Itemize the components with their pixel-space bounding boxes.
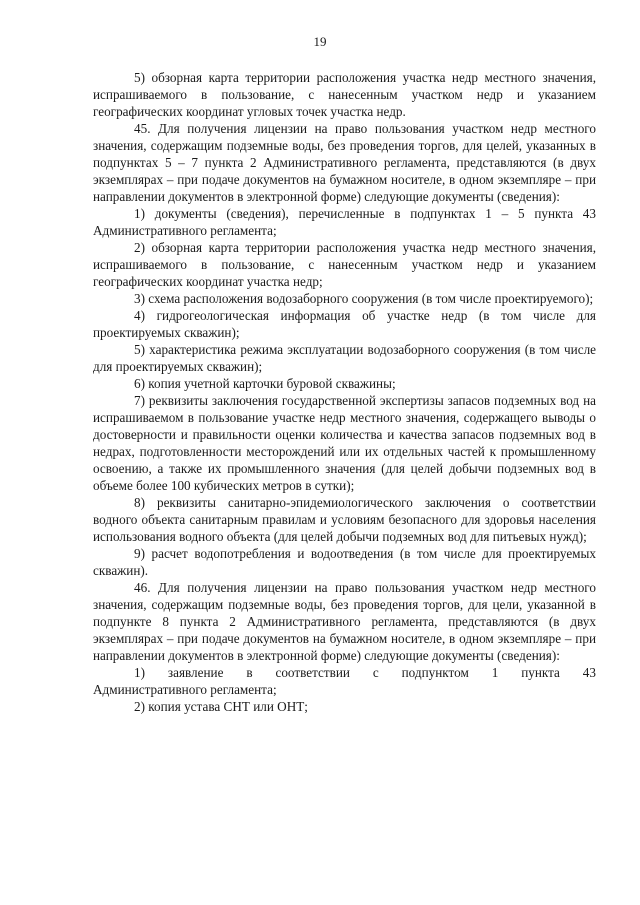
list-item-7-expertise: 7) реквизиты заключения государственной экспертизы запасов подземных вод на испрашиваемом в пользование участке недр местного значения, содержащего выводы о достоверности и правильности оценки количества и качества запасов подземных вод в недрах, подготовленности месторождений или их отдельных частей к промышленному освоению, а также их промышленного значения (для целей добычи подземных вод в объеме более 100 кубических метров в сутки); xyxy=(93,393,596,493)
list-item-6-card: 6) копия учетной карточки буровой скважины; xyxy=(134,376,396,391)
list-item-1-application-continued: Административного регламента; xyxy=(93,682,277,697)
list-item-2-charter: 2) копия устава СНТ или ОНТ; xyxy=(134,699,308,714)
list-item-5-regime: 5) характеристика режима эксплуатации водозаборного сооружения (в том числе для проектируемых скважин); xyxy=(93,342,596,374)
list-item-4-hydrogeology: 4) гидрогеологическая информация об участке недр (в том числе для проектируемых скважин); xyxy=(93,308,596,340)
list-item-1-documents: 1) документы (сведения), перечисленные в подпунктах 1 – 5 пункта 43 Административного регламента; xyxy=(93,206,596,238)
list-item-3-scheme: 3) схема расположения водозаборного сооружения (в том числе проектируемого); xyxy=(134,291,594,306)
list-item-8-sanitary: 8) реквизиты санитарно-эпидемиологического заключения о соответствии водного объекта санитарным правилам и условиям безопасного для здоровья населения использования водного объекта (для целей добычи подземных вод для питьевых нужд); xyxy=(93,495,596,544)
paragraph-item-5-map: 5) обзорная карта территории расположения участка недр местного значения, испрашиваемого в пользование, с нанесенным участком недр и указанием географических координат угловых точек участка недр. xyxy=(93,70,596,119)
list-item-1-application: 1) заявление в соответствии с подпунктом 1 пункта 43 xyxy=(134,665,596,680)
page-number: 19 xyxy=(313,34,327,49)
list-item-9-calculation: 9) расчет водопотребления и водоотведения (в том числе для проектируемых скважин). xyxy=(93,546,596,578)
list-item-2-map: 2) обзорная карта территории расположения участка недр местного значения, испрашиваемого в пользование, с нанесенным участком недр и указанием географических координат участка недр; xyxy=(93,240,596,289)
paragraph-46-intro: 46. Для получения лицензии на право пользования участком недр местного значения, содержащим подземные воды, без проведения торгов, для цели, указанной в подпункте 8 пункта 2 Административного регламента, представляются (в двух экземплярах – при подаче документов на бумажном носителе, в одном экземпляре – при направлении документов в электронной форме) следующие документы (сведения): xyxy=(93,580,596,663)
paragraph-45-intro: 45. Для получения лицензии на право пользования участком недр местного значения, содержащим подземные воды, без проведения торгов, для целей, указанных в подпунктах 5 – 7 пункта 2 Административного регламента, представляются (в двух экземплярах – при подаче документов на бумажном носителе, в одном экземпляре – при направлении документов в электронной форме) следующие документы (сведения): xyxy=(93,121,596,204)
document-body xyxy=(93,69,596,715)
